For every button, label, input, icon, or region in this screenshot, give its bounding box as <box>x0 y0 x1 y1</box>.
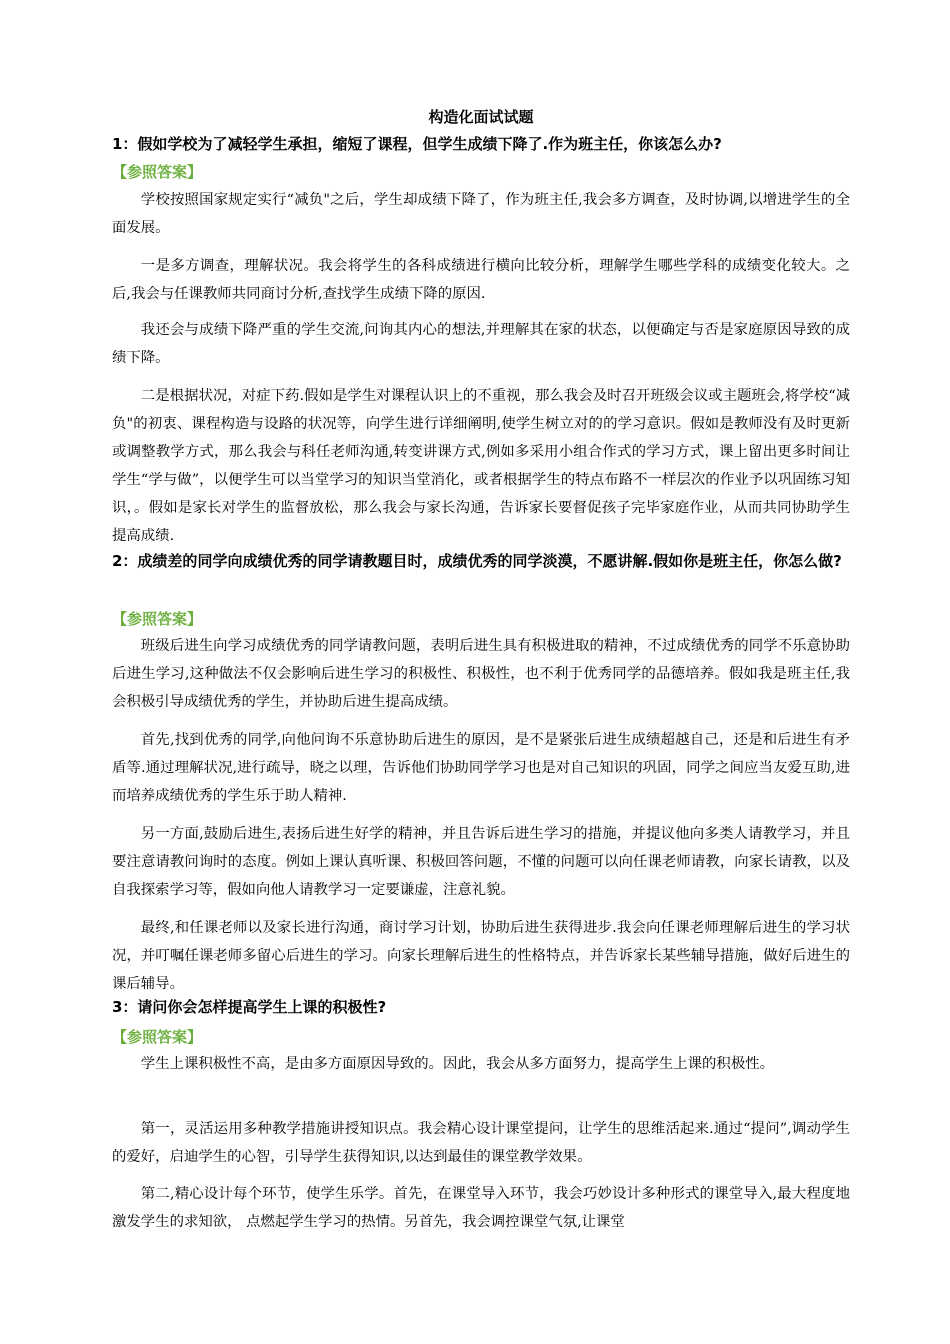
answer-label-2: 【参照答案】 <box>112 610 203 628</box>
q2-paragraph-4: 最终,和任课老师以及家长进行沟通，商讨学习计划，协助后进生获得进步.我会向任课老师理解后进生的学习状况，并叮嘱任课老师多留心后进生的学习。向家长理解后进生的性格特点，并告诉家长某些辅导措施，做好后进生的课后辅导。 <box>112 920 850 992</box>
question-1: 1：假如学校为了减轻学生承担，缩短了课程，但学生成绩下降了.作为班主任，你该怎么办? <box>112 135 722 153</box>
q1-paragraph-4: 二是根据状况，对症下药.假如是学生对课程认识上的不重视，那么我会及时召开班级会议或主题班会,将学校“减负"的初衷、课程构造与设路的状况等，向学生进行详细阐明,使学生树立对的的学习意识。假如是教师没有及时更新或调整教学方式，那么我会与科任老师沟通,转变讲课方式,例如多采用小组合作式的学习方式，课上留出更多时间让学生“学与做”，以便学生可以当堂学习的知识当堂消化，或者根据学生的特点布路不一样层次的作业予以巩固练习知识，。假如是家长对学生的监督放松，那么我会与家长沟通，告诉家长要督促孩子完毕家庭作业，从而共同协助学生提高成绩. <box>112 388 850 544</box>
q3-paragraph-1: 学生上课积极性不高，是由多方面原因导致的。因此，我会从多方面努力，提高学生上课的积极性。 <box>140 1056 774 1072</box>
q3-paragraph-2: 第一，灵活运用多种教学措施讲授知识点。我会精心设计课堂提问，让学生的思维活起来.通过“提问”,调动学生的爱好，启迪学生的心智，引导学生获得知识,以达到最佳的课堂教学效果。 <box>112 1121 850 1165</box>
q2-paragraph-3: 另一方面,鼓励后进生,表扬后进生好学的精神，并且告诉后进生学习的措施，并提议他向多类人请教学习，并且要注意请教问询时的态度。例如上课认真听课、积极回答问题，不懂的问题可以向任课老师请教，向家长请教，以及自我探索学习等，假如向他人请教学习一定要谦虚，注意礼貌。 <box>112 826 850 898</box>
q3-paragraph-3: 第二,精心设计每个环节，使学生乐学。首先，在课堂导入环节，我会巧妙设计多种形式的课堂导入,最大程度地激发学生的求知欲， 点燃起学生学习的热情。另首先，我会调控课堂气氛,让课堂 <box>112 1186 850 1230</box>
document-title: 构造化面试试题 <box>428 108 534 126</box>
question-2: 2：成绩差的同学向成绩优秀的同学请教题目时，成绩优秀的同学淡漠，不愿讲解.假如你是班主任，你怎么做? <box>112 552 842 570</box>
question-3: 3：请问你会怎样提高学生上课的积极性? <box>112 998 387 1016</box>
q1-paragraph-3: 我还会与成绩下降严重的学生交流,问询其内心的想法,并理解其在家的状态，以便确定与否是家庭原因导致的成绩下降。 <box>112 322 850 366</box>
q1-paragraph-1: 学校按照国家规定实行“减负"之后，学生却成绩下降了，作为班主任,我会多方调查，及时协调,以增进学生的全面发展。 <box>112 192 850 236</box>
q2-paragraph-1: 班级后进生向学习成绩优秀的同学请教问题，表明后进生具有积极进取的精神，不过成绩优秀的同学不乐意协助后进生学习,这种做法不仅会影响后进生学习的积极性、积极性，也不利于优秀同学的品德培养。假如我是班主任,我会积极引导成绩优秀的学生，并协助后进生提高成绩。 <box>112 638 850 710</box>
answer-label-3: 【参照答案】 <box>112 1028 203 1046</box>
q2-paragraph-2: 首先,找到优秀的同学,向他问询不乐意协助后进生的原因，是不是紧张后进生成绩超越自己，还是和后进生有矛盾等.通过理解状况,进行疏导，晓之以理，告诉他们协助同学学习也是对自己知识的巩固，同学之间应当友爱互助,进而培养成绩优秀的学生乐于助人精神. <box>112 732 850 804</box>
q1-paragraph-2: 一是多方调查，理解状况。我会将学生的各科成绩进行横向比较分析，理解学生哪些学科的成绩变化较大。之后,我会与任课教师共同商讨分析,查找学生成绩下降的原因. <box>112 258 850 302</box>
answer-label-1: 【参照答案】 <box>112 163 203 181</box>
